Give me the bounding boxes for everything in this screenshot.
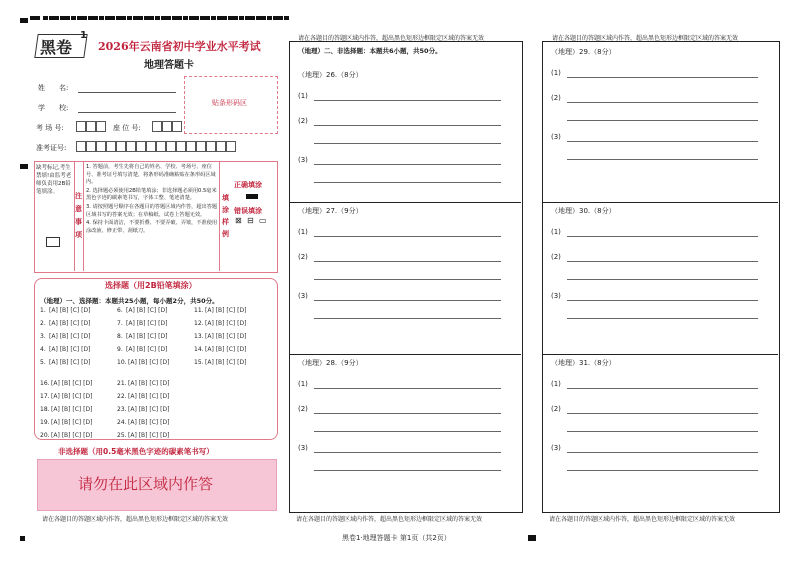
question-number: 23. — [117, 406, 127, 413]
answer-line[interactable] — [567, 470, 758, 471]
timing-mark — [116, 16, 121, 20]
side-mark-top-left — [20, 18, 28, 23]
timing-mark — [245, 16, 250, 20]
digit-cell[interactable] — [216, 141, 226, 152]
timing-mark — [267, 16, 272, 20]
digit-cell[interactable] — [136, 141, 146, 152]
part-label: (3) — [298, 292, 308, 300]
question-title: （地理）29.（8分） — [551, 48, 616, 56]
timing-mark — [60, 16, 65, 20]
part-label: (2) — [298, 405, 308, 413]
timing-mark — [65, 16, 70, 20]
badge-text: 黑卷 — [40, 38, 73, 57]
part-label: (2) — [551, 94, 561, 102]
question-title: （地理）26.（8分） — [298, 71, 363, 79]
question-title: （地理）31.（8分） — [551, 359, 616, 367]
answer-line[interactable] — [567, 261, 758, 262]
answer-options[interactable]: [A] [B] [C] [D] — [126, 346, 168, 353]
timing-mark — [88, 16, 93, 20]
part-label: (2) — [551, 405, 561, 413]
question-number: 11. — [194, 307, 204, 314]
school-label: 学 校: — [38, 104, 69, 112]
part-label: (1) — [298, 92, 308, 100]
choice-section-title: 选择题（用2B铅笔填涂） — [105, 281, 197, 290]
timing-mark — [77, 16, 82, 20]
col2-top-warning: 请在各题目的答题区域内作答，超出黑色矩形边框限定区域的答案无效 — [298, 35, 485, 42]
digit-cell[interactable] — [186, 141, 196, 152]
question-number: 21. — [117, 380, 127, 387]
notice-item: 1. 答题前，考生先将自己的姓名、学校、考场号、座位号、准考证号填写清楚，将条形码准确粘贴在条形码区域内。 — [86, 164, 216, 186]
question-number: 10. — [117, 359, 127, 366]
timing-mark — [205, 16, 210, 20]
wrong-fill-sample-icon: ▭ — [259, 216, 267, 225]
question-title: （地理）28.（9分） — [298, 359, 363, 367]
answer-line[interactable] — [314, 100, 501, 101]
corner-mark-bottom-left — [20, 536, 25, 541]
notice-divider-2 — [83, 161, 84, 271]
answer-options[interactable]: [A] [B] [C] [D] — [128, 406, 170, 413]
answer-options[interactable]: [A] [B] [C] [D] — [126, 333, 168, 340]
notice-items — [86, 164, 218, 236]
answer-options[interactable]: [A] [B] [C] [D] — [49, 307, 91, 314]
part-label: (1) — [551, 69, 561, 77]
notice-vertical-label: 注意事项 — [75, 192, 82, 239]
answer-line[interactable] — [314, 318, 501, 319]
answer-line[interactable] — [314, 125, 501, 126]
choice-instruction: （地理）一、选择题：本题共25小题，每小题2分，共50分。 — [40, 297, 219, 305]
question-number: 19. — [40, 419, 50, 426]
timing-mark — [71, 16, 76, 20]
correct-fill-sample-icon — [246, 194, 258, 199]
timing-mark — [183, 16, 188, 20]
question-divider — [543, 202, 778, 203]
question-number: 18. — [40, 406, 50, 413]
timing-mark — [222, 16, 227, 20]
answer-options[interactable]: [A] [B] [C] [D] — [205, 307, 247, 314]
notice-item: 4. 保持卡面清洁，不要折叠、不要弄破、弄皱，不准使用涂改液、修正带、刮纸刀。 — [86, 220, 218, 234]
timing-mark — [228, 16, 233, 20]
answer-options[interactable]: [A] [B] [C] [D] — [51, 393, 93, 400]
digit-cell[interactable] — [86, 121, 96, 132]
name-field[interactable] — [78, 92, 176, 93]
timing-mark — [82, 16, 87, 20]
answer-line[interactable] — [567, 159, 758, 160]
question-number: 20. — [40, 432, 50, 439]
timing-mark — [177, 16, 182, 20]
part-label: (1) — [298, 228, 308, 236]
answer-line[interactable] — [314, 388, 501, 389]
digit-cell[interactable] — [206, 141, 216, 152]
question-number: 16. — [40, 380, 50, 387]
timing-mark — [110, 16, 115, 20]
question-number: 15. — [194, 359, 204, 366]
answer-options[interactable]: [A] [B] [C] [D] — [126, 307, 168, 314]
answer-line[interactable] — [567, 120, 758, 121]
question-number: 9. — [117, 346, 123, 353]
notice-divider-3 — [219, 161, 220, 271]
part-label: (2) — [298, 253, 308, 261]
answer-line[interactable] — [567, 141, 758, 142]
answer-options[interactable]: [A] [B] [C] [D] — [51, 419, 93, 426]
part-label: (3) — [551, 444, 561, 452]
part-label: (1) — [551, 380, 561, 388]
question-number: 25. — [117, 432, 127, 439]
question-title: （地理）27.（9分） — [298, 207, 363, 215]
school-field[interactable] — [78, 112, 176, 113]
answer-line[interactable] — [567, 431, 758, 432]
page-footer: 黑卷1·地理答题卡 第1页（共2页） — [342, 534, 451, 542]
room-label: 考 场 号: — [36, 124, 64, 132]
digit-cell[interactable] — [96, 141, 106, 152]
answer-options[interactable]: [A] [B] [C] [D] — [49, 320, 91, 327]
answer-line[interactable] — [567, 279, 758, 280]
question-number: 12. — [194, 320, 204, 327]
forbidden-zone-text: 请勿在此区域内作答 — [78, 475, 214, 493]
part-label: (2) — [298, 117, 308, 125]
notice-item: 3. 请按照题号顺序在各题目的答题区域内作答，超出答题区域书写的答案无效；在草稿纸、试卷上答题无效。 — [86, 203, 218, 218]
digit-cell[interactable] — [146, 141, 156, 152]
digit-cell[interactable] — [116, 141, 126, 152]
question-number: 22. — [117, 393, 127, 400]
timing-mark — [284, 16, 289, 20]
digit-cell[interactable] — [76, 141, 86, 152]
timing-mark — [155, 16, 160, 20]
part-label: (2) — [551, 253, 561, 261]
question-number: 1. — [40, 307, 46, 314]
timing-mark — [250, 16, 255, 20]
col3-bottom-warning: 请在各题目的答题区域内作答，超出黑色矩形边框限定区域的答案无效 — [549, 516, 736, 523]
answer-line[interactable] — [567, 77, 758, 78]
col2-bottom-warning: 请在各题目的答题区域内作答，超出黑色矩形边框限定区域的答案无效 — [296, 516, 483, 523]
col2-section-instruction: （地理）二、非选择题：本题共6小题，共50分。 — [298, 47, 442, 55]
timing-mark — [99, 16, 104, 20]
timing-mark — [30, 16, 40, 20]
answer-options[interactable]: [A] [B] [C] [D] — [126, 320, 168, 327]
digit-cell[interactable] — [126, 141, 136, 152]
digit-cell[interactable] — [166, 141, 176, 152]
answer-options[interactable]: [A] [B] [C] [D] — [49, 333, 91, 340]
answer-line[interactable] — [567, 300, 758, 301]
part-label: (1) — [298, 380, 308, 388]
digit-cell[interactable] — [156, 141, 166, 152]
answer-options[interactable]: [A] [B] [C] [D] — [205, 359, 247, 366]
question-number: 3. — [40, 333, 46, 340]
missing-exam-mark — [20, 164, 28, 169]
answer-line[interactable] — [314, 413, 501, 414]
timing-mark — [149, 16, 154, 20]
answer-line[interactable] — [314, 431, 501, 432]
timing-mark — [54, 16, 59, 20]
timing-mark — [239, 16, 244, 20]
digit-cell[interactable] — [176, 141, 186, 152]
timing-mark — [93, 16, 98, 20]
question-number: 24. — [117, 419, 127, 426]
answer-line[interactable] — [314, 300, 501, 301]
answer-line[interactable] — [567, 452, 758, 453]
question-number: 2. — [40, 320, 46, 327]
answer-options[interactable]: [A] [B] [C] [D] — [128, 359, 170, 366]
answer-line[interactable] — [567, 388, 758, 389]
question-divider — [290, 202, 521, 203]
answer-options[interactable]: [A] [B] [C] [D] — [128, 432, 170, 439]
digit-cell[interactable] — [196, 141, 206, 152]
nonchoice-title: 非选择题（用0.5毫米黑色字迹的碳素笔书写） — [58, 447, 214, 456]
wrong-fill-sample-icon: ⊟ — [247, 216, 254, 225]
timing-mark — [194, 16, 199, 20]
part-label: (3) — [551, 292, 561, 300]
timing-mark — [49, 16, 54, 20]
question-number: 4. — [40, 346, 46, 353]
answer-line[interactable] — [314, 164, 501, 165]
answer-line[interactable] — [314, 182, 501, 183]
missing-exam-box[interactable] — [46, 237, 60, 247]
digit-cell[interactable] — [106, 141, 116, 152]
timing-mark — [133, 16, 138, 20]
seat-label: 座 位 号: — [113, 124, 141, 132]
notice-item: 2. 选择题必须使用2B铅笔填涂；非选择题必须用0.5毫米黑色字迹的碳素笔书写，字体工整、笔迹清楚。 — [86, 187, 217, 202]
timing-mark — [211, 16, 216, 20]
answer-line[interactable] — [314, 236, 501, 237]
corner-mark-bottom-center — [528, 535, 536, 541]
question-divider — [290, 354, 521, 355]
timing-mark — [127, 16, 132, 20]
name-label: 姓 名: — [38, 84, 69, 92]
answer-line[interactable] — [567, 318, 758, 319]
badge-number: 1 — [80, 30, 87, 41]
timing-mark — [189, 16, 194, 20]
timing-mark — [172, 16, 177, 20]
timing-mark — [43, 16, 48, 20]
timing-mark — [273, 16, 278, 20]
answer-options[interactable]: [A] [B] [C] [D] — [49, 359, 91, 366]
answer-options[interactable]: [A] [B] [C] [D] — [205, 333, 247, 340]
part-label: (3) — [298, 444, 308, 452]
digit-cell[interactable] — [226, 141, 236, 152]
timing-mark — [233, 16, 238, 20]
answer-options[interactable]: [A] [B] [C] [D] — [128, 380, 170, 387]
answer-options[interactable]: [A] [B] [C] [D] — [51, 380, 93, 387]
question-number: 14. — [194, 346, 204, 353]
question-number: 7. — [117, 320, 123, 327]
part-label: (3) — [298, 156, 308, 164]
timing-mark — [217, 16, 222, 20]
missing-exam-note: 缺考标记,考生禁填!由监考老师负责用2B铅笔填涂。 — [36, 165, 72, 195]
timing-mark — [261, 16, 266, 20]
wrong-fill-sample-icon: ⊠ — [235, 216, 242, 225]
part-label: (1) — [551, 228, 561, 236]
answer-line[interactable] — [567, 102, 758, 103]
question-number: 6. — [117, 307, 123, 314]
question-divider — [543, 354, 778, 355]
ticket-label: 准考证号: — [36, 144, 67, 152]
answer-line[interactable] — [567, 413, 758, 414]
col1-warning: 请在各题目的答题区域内作答，超出黑色矩形边框限定区域的答案无效 — [42, 516, 229, 523]
digit-cell[interactable] — [172, 121, 182, 132]
answer-options[interactable]: [A] [B] [C] [D] — [49, 346, 91, 353]
timing-mark — [161, 16, 166, 20]
wrong-fill-label: 错误填涂 — [234, 207, 262, 215]
timing-mark — [200, 16, 205, 20]
answer-line[interactable] — [314, 452, 501, 453]
answer-line[interactable] — [314, 261, 501, 262]
col2-frame — [289, 41, 523, 513]
digit-cell[interactable] — [96, 121, 106, 132]
answer-options[interactable]: [A] [B] [C] [D] — [128, 419, 170, 426]
answer-line[interactable] — [314, 470, 501, 471]
digit-cell[interactable] — [162, 121, 172, 132]
answer-line[interactable] — [567, 236, 758, 237]
question-title: （地理）30.（8分） — [551, 207, 616, 215]
timing-mark — [144, 16, 149, 20]
timing-mark — [121, 16, 126, 20]
answer-options[interactable]: [A] [B] [C] [D] — [51, 406, 93, 413]
exam-title: 2026年云南省初中学业水平考试 — [98, 40, 261, 53]
correct-fill-label: 正确填涂 — [234, 181, 262, 189]
answer-options[interactable]: [A] [B] [C] [D] — [128, 393, 170, 400]
digit-cell[interactable] — [76, 121, 86, 132]
col3-frame — [542, 41, 780, 513]
barcode-label: 贴条形码区 — [212, 99, 247, 107]
answer-line[interactable] — [314, 143, 501, 144]
answer-options[interactable]: [A] [B] [C] [D] — [205, 346, 247, 353]
answer-options[interactable]: [A] [B] [C] [D] — [51, 432, 93, 439]
timing-mark — [105, 16, 110, 20]
col3-top-warning: 请在各题目的答题区域内作答，超出黑色矩形边框限定区域的答案无效 — [552, 35, 739, 42]
answer-options[interactable]: [A] [B] [C] [D] — [205, 320, 247, 327]
question-number: 17. — [40, 393, 50, 400]
timing-mark — [166, 16, 171, 20]
part-label: (3) — [551, 133, 561, 141]
timing-mark — [138, 16, 143, 20]
timing-mark — [278, 16, 283, 20]
answer-line[interactable] — [314, 279, 501, 280]
digit-cell[interactable] — [152, 121, 162, 132]
question-number: 8. — [117, 333, 123, 340]
timing-mark — [256, 16, 261, 20]
question-number: 5. — [40, 359, 46, 366]
subject-title: 地理答题卡 — [144, 60, 194, 71]
digit-cell[interactable] — [86, 141, 96, 152]
question-number: 13. — [194, 333, 204, 340]
fill-example-label: 填涂样例 — [222, 194, 229, 238]
